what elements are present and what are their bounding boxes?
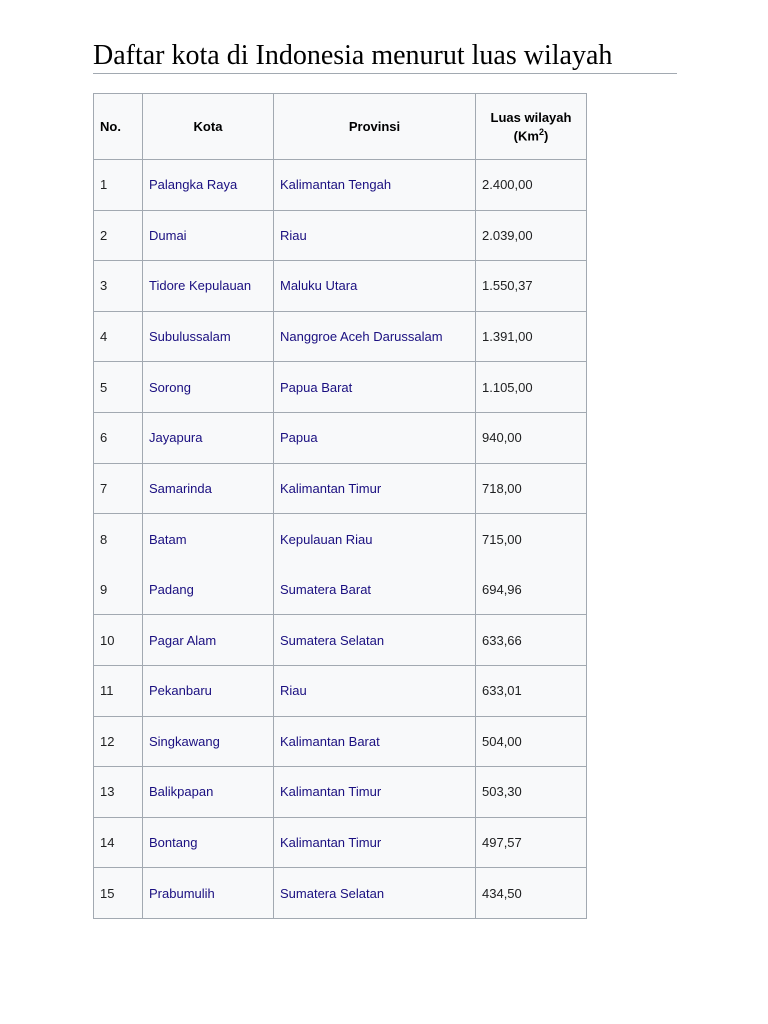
row-number: 2 (94, 210, 143, 261)
area-value: 633,66 (476, 615, 587, 666)
province-link[interactable]: Kalimantan Barat (274, 716, 476, 767)
header-kota: Kota (143, 94, 274, 160)
row-number: 5 (94, 362, 143, 413)
province-link[interactable]: Sumatera Selatan (274, 868, 476, 919)
row-number: 9 (94, 564, 143, 615)
province-link[interactable]: Kalimantan Tengah (274, 160, 476, 211)
row-number: 1 (94, 160, 143, 211)
table-row (94, 412, 587, 463)
area-value: 1.391,00 (476, 311, 587, 362)
province-link[interactable]: Kalimantan Timur (274, 463, 476, 514)
header-luas-unit-open: (Km (513, 128, 539, 144)
header-luas-label: Luas wilayah (490, 109, 572, 125)
area-value: 1.105,00 (476, 362, 587, 413)
city-link[interactable]: Palangka Raya (143, 160, 274, 211)
city-link[interactable]: Jayapura (143, 412, 274, 463)
row-number: 15 (94, 868, 143, 919)
table-row (94, 716, 587, 767)
table-row (94, 767, 587, 818)
city-link[interactable]: Padang (143, 564, 274, 615)
city-link[interactable]: Pagar Alam (143, 615, 274, 666)
city-link[interactable]: Batam (143, 514, 274, 565)
city-link[interactable]: Samarinda (143, 463, 274, 514)
province-link[interactable]: Kepulauan Riau (274, 514, 476, 565)
header-provinsi: Provinsi (274, 94, 476, 160)
table-header-row (94, 94, 587, 160)
city-link[interactable]: Prabumulih (143, 868, 274, 919)
row-number: 6 (94, 412, 143, 463)
area-value: 2.400,00 (476, 160, 587, 211)
city-link[interactable]: Subulussalam (143, 311, 274, 362)
province-link[interactable]: Kalimantan Timur (274, 817, 476, 868)
area-value: 1.550,37 (476, 261, 587, 312)
table-row (94, 615, 587, 666)
city-link[interactable]: Singkawang (143, 716, 274, 767)
area-value: 503,30 (476, 767, 587, 818)
area-value: 940,00 (476, 412, 587, 463)
province-link[interactable]: Kalimantan Timur (274, 767, 476, 818)
province-link[interactable]: Maluku Utara (274, 261, 476, 312)
province-link[interactable]: Riau (274, 665, 476, 716)
province-link[interactable]: Nanggroe Aceh Darussalam (274, 311, 476, 362)
table-row (94, 817, 587, 868)
city-link[interactable]: Dumai (143, 210, 274, 261)
province-link[interactable]: Sumatera Selatan (274, 615, 476, 666)
table-row (94, 261, 587, 312)
row-number: 13 (94, 767, 143, 818)
area-value: 504,00 (476, 716, 587, 767)
row-number: 3 (94, 261, 143, 312)
table-row (94, 463, 587, 514)
area-value: 497,57 (476, 817, 587, 868)
city-link[interactable]: Pekanbaru (143, 665, 274, 716)
table-row (94, 311, 587, 362)
table-row (94, 160, 587, 211)
row-number: 7 (94, 463, 143, 514)
table-row (94, 564, 587, 615)
city-link[interactable]: Balikpapan (143, 767, 274, 818)
table-row (94, 868, 587, 919)
table-row (94, 362, 587, 413)
city-link[interactable]: Sorong (143, 362, 274, 413)
city-area-table (93, 93, 587, 919)
table-row (94, 665, 587, 716)
city-link[interactable]: Bontang (143, 817, 274, 868)
province-link[interactable]: Sumatera Barat (274, 564, 476, 615)
table-row (94, 210, 587, 261)
province-link[interactable]: Riau (274, 210, 476, 261)
header-luas-wilayah (476, 94, 587, 160)
row-number: 8 (94, 514, 143, 565)
header-no: No. (94, 94, 143, 160)
table-row (94, 514, 587, 565)
province-link[interactable]: Papua (274, 412, 476, 463)
header-luas-unit-sup: 2 (538, 126, 544, 137)
row-number: 14 (94, 817, 143, 868)
area-value: 633,01 (476, 665, 587, 716)
area-value: 715,00 (476, 514, 587, 565)
header-luas-unit-close: ) (543, 128, 549, 144)
area-value: 718,00 (476, 463, 587, 514)
row-number: 4 (94, 311, 143, 362)
province-link[interactable]: Papua Barat (274, 362, 476, 413)
row-number: 11 (94, 665, 143, 716)
row-number: 10 (94, 615, 143, 666)
row-number: 12 (94, 716, 143, 767)
area-value: 434,50 (476, 868, 587, 919)
area-value: 2.039,00 (476, 210, 587, 261)
area-value: 694,96 (476, 564, 587, 615)
page-title: Daftar kota di Indonesia menurut luas wilayah (93, 38, 677, 74)
city-link[interactable]: Tidore Kepulauan (143, 261, 274, 312)
